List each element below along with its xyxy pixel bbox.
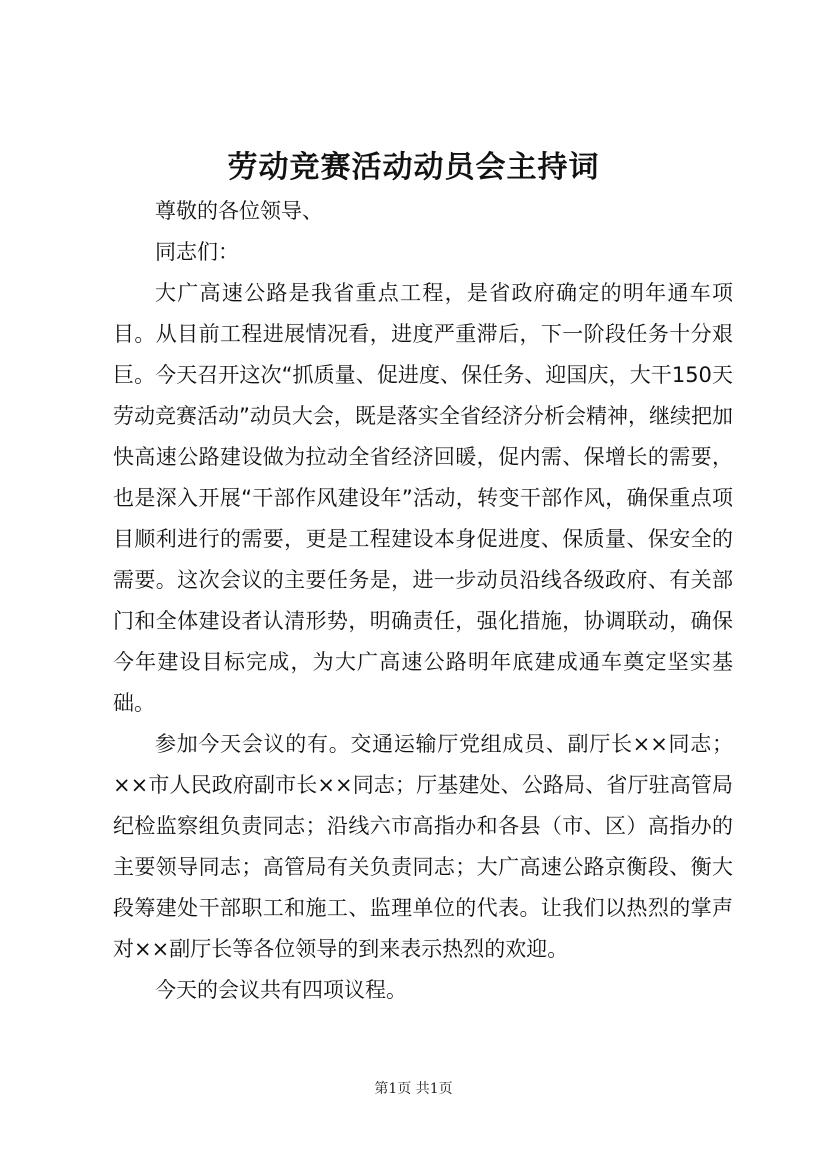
paragraph-agenda: 今天的会议共有四项议程。 — [155, 978, 407, 1002]
salutation-line-2: 同志们： — [155, 240, 239, 264]
paragraph-attendees: 参加今天会议的有。交通运输厅党组成员、副厅长××同志；××市人民政府副市长××同志；厅基建处、公路局、省厅驻高管局纪检监察组负责同志；沿线六市高指办和各县（市、区）高指办的主要领导同志；高管局有关负责同志；大广高速公路京衡段、衡大段筹建处干部职工和施工、监理单位的代表。让我们以热烈的掌声对××副厅长等各位领导的到来表示热烈的欢迎。 — [113, 732, 733, 961]
salutation-line-1: 尊敬的各位领导、 — [155, 199, 323, 223]
page-footer: 第1页 共1页 — [374, 1081, 453, 1097]
document-title: 劳动竞赛活动动员会主持词 — [227, 150, 600, 185]
paragraph-intro: 大广高速公路是我省重点工程，是省政府确定的明年通车项目。从目前工程进展情况看，进度严重滞后，下一阶段任务十分艰巨。今天召开这次“抓质量、促进度、保任务、迎国庆，大干150天劳动竞赛活动”动员大会，既是落实全省经济分析会精神，继续把加快高速公路建设做为拉动全省经济回暖，促内需、保增长的需要，也是深入开展“干部作风建设年”活动，转变干部作风，确保重点项目顺利进行的需要，更是工程建设本身促进度、保质量、保安全的需要。这次会议的主要任务是，进一步动员沿线各级政府、有关部门和全体建设者认清形势，明确责任，强化措施，协调联动，确保今年建设目标完成，为大广高速公路明年底建成通车奠定坚实基础。 — [113, 281, 733, 715]
document-body — [113, 191, 733, 1011]
